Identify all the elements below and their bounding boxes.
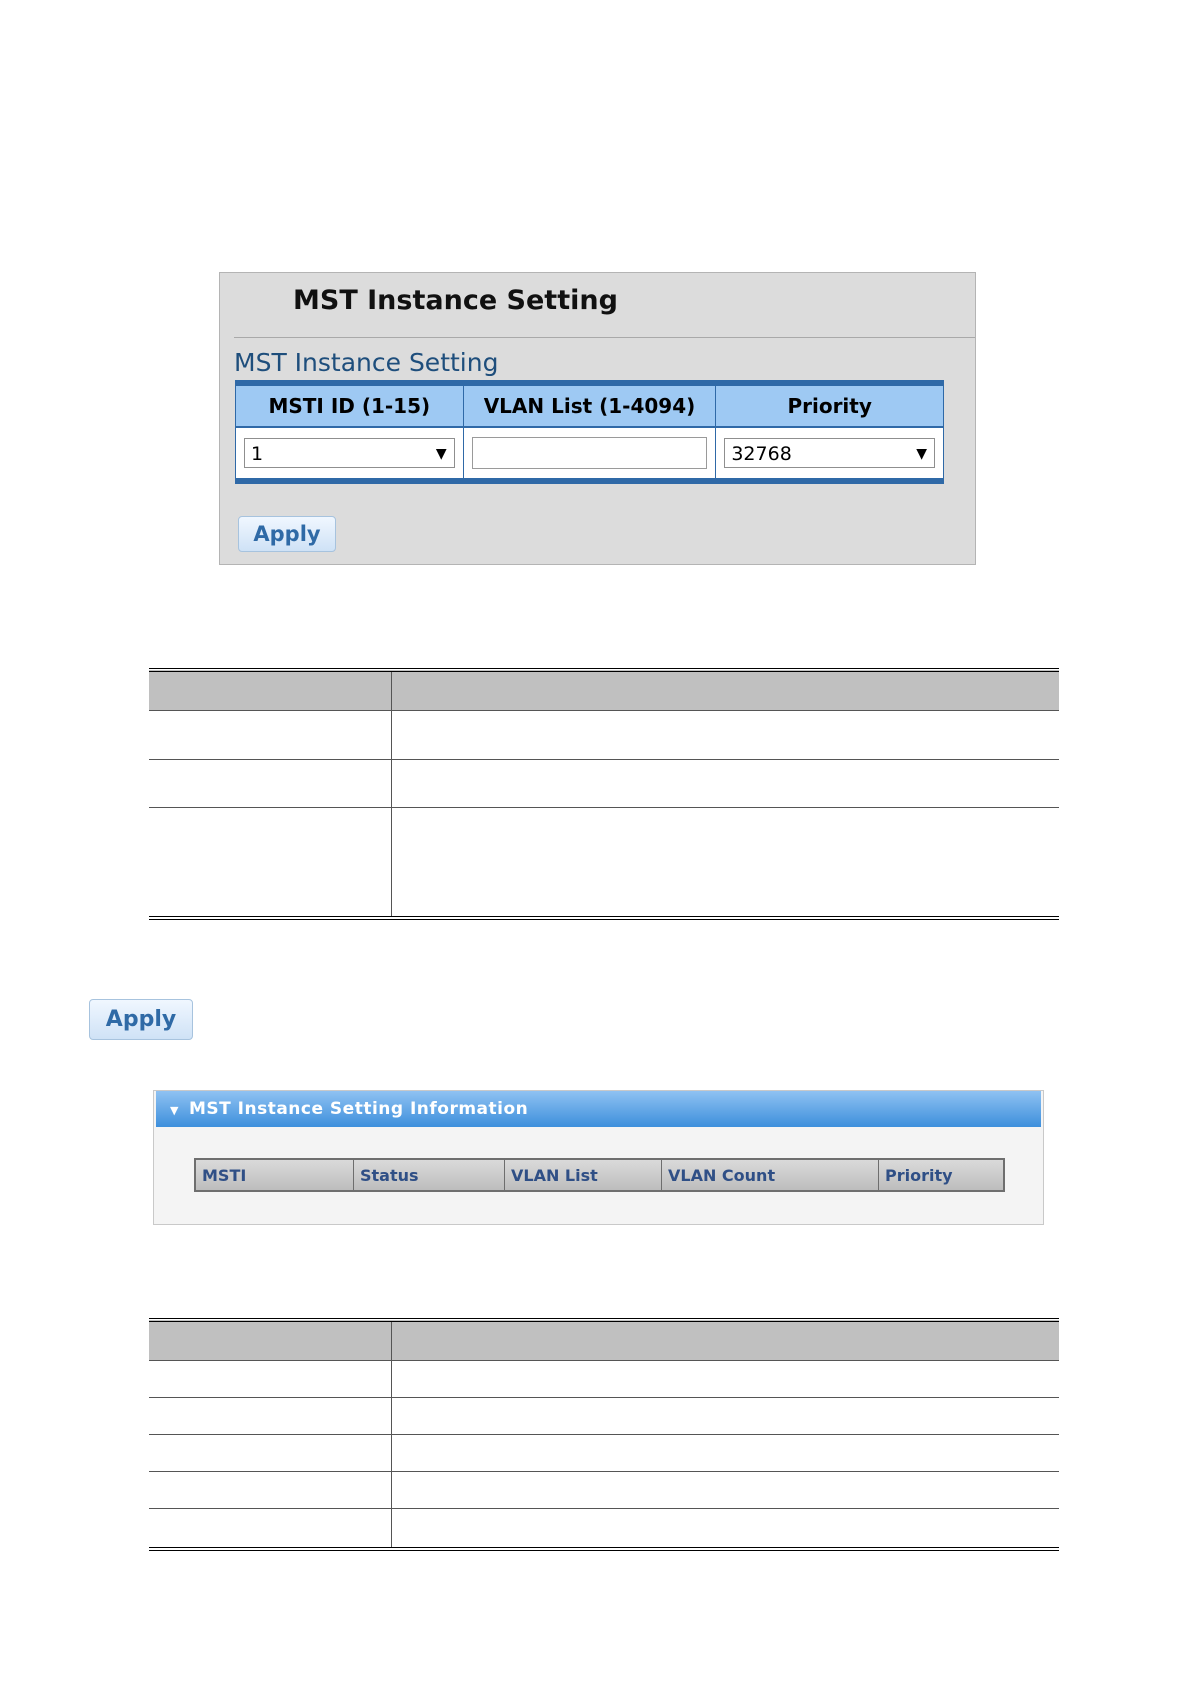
dropdown-arrow-icon: ▼ (916, 446, 927, 462)
col-status: Status (354, 1159, 505, 1191)
vlan-list-cell (463, 427, 716, 481)
apply-button[interactable]: Apply (238, 516, 336, 552)
table-cell (392, 711, 1060, 760)
priority-cell (716, 427, 944, 481)
table-cell (149, 1398, 392, 1435)
table-cell (392, 1509, 1060, 1550)
vlan-list-input[interactable] (472, 437, 708, 469)
title-divider (234, 337, 975, 338)
table-header-description (392, 1320, 1060, 1361)
page-title: MST Instance Setting (293, 285, 618, 316)
mst-instance-info-panel (153, 1090, 1044, 1225)
table-cell (149, 1472, 392, 1509)
table-header-object (149, 670, 392, 711)
col-vlan-count: VLAN Count (662, 1159, 879, 1191)
col-vlan-list: VLAN List (1-4094) (463, 383, 716, 427)
col-vlan-list: VLAN List (505, 1159, 662, 1191)
table-cell (149, 1361, 392, 1398)
table-cell (392, 1398, 1060, 1435)
priority-select[interactable] (724, 438, 935, 468)
info-panel-header[interactable] (156, 1091, 1041, 1127)
table-cell (149, 711, 392, 760)
table-header-description (392, 670, 1060, 711)
col-priority: Priority (716, 383, 944, 427)
object-description-table-1 (149, 668, 1059, 920)
collapse-triangle-icon[interactable]: ▼ (170, 1104, 179, 1117)
section-title: MST Instance Setting (234, 348, 499, 377)
info-panel-title: MST Instance Setting Information (188, 1099, 529, 1119)
msti-id-select[interactable] (244, 438, 455, 468)
table-cell (392, 1435, 1060, 1472)
dropdown-arrow-icon: ▼ (435, 446, 447, 462)
table-cell (149, 1435, 392, 1472)
col-msti: MSTI (195, 1159, 354, 1191)
table-cell (392, 1472, 1060, 1509)
msti-id-value: 1 (251, 443, 264, 465)
table-cell (149, 1509, 392, 1550)
table-cell (392, 808, 1060, 919)
mst-instance-info-table (194, 1158, 1005, 1192)
table-cell (392, 1361, 1060, 1398)
mst-instance-config-table (235, 380, 944, 484)
table-cell (149, 760, 392, 808)
object-description-table-2 (149, 1318, 1059, 1551)
col-msti-id: MSTI ID (1-15) (236, 383, 464, 427)
priority-value: 32768 (731, 443, 792, 465)
table-cell (392, 760, 1060, 808)
apply-button-standalone[interactable]: Apply (89, 999, 193, 1040)
mst-instance-setting-panel (219, 272, 976, 565)
table-cell (149, 808, 392, 919)
table-header-object (149, 1320, 392, 1361)
msti-id-cell (236, 427, 464, 481)
col-priority: Priority (879, 1159, 1005, 1191)
